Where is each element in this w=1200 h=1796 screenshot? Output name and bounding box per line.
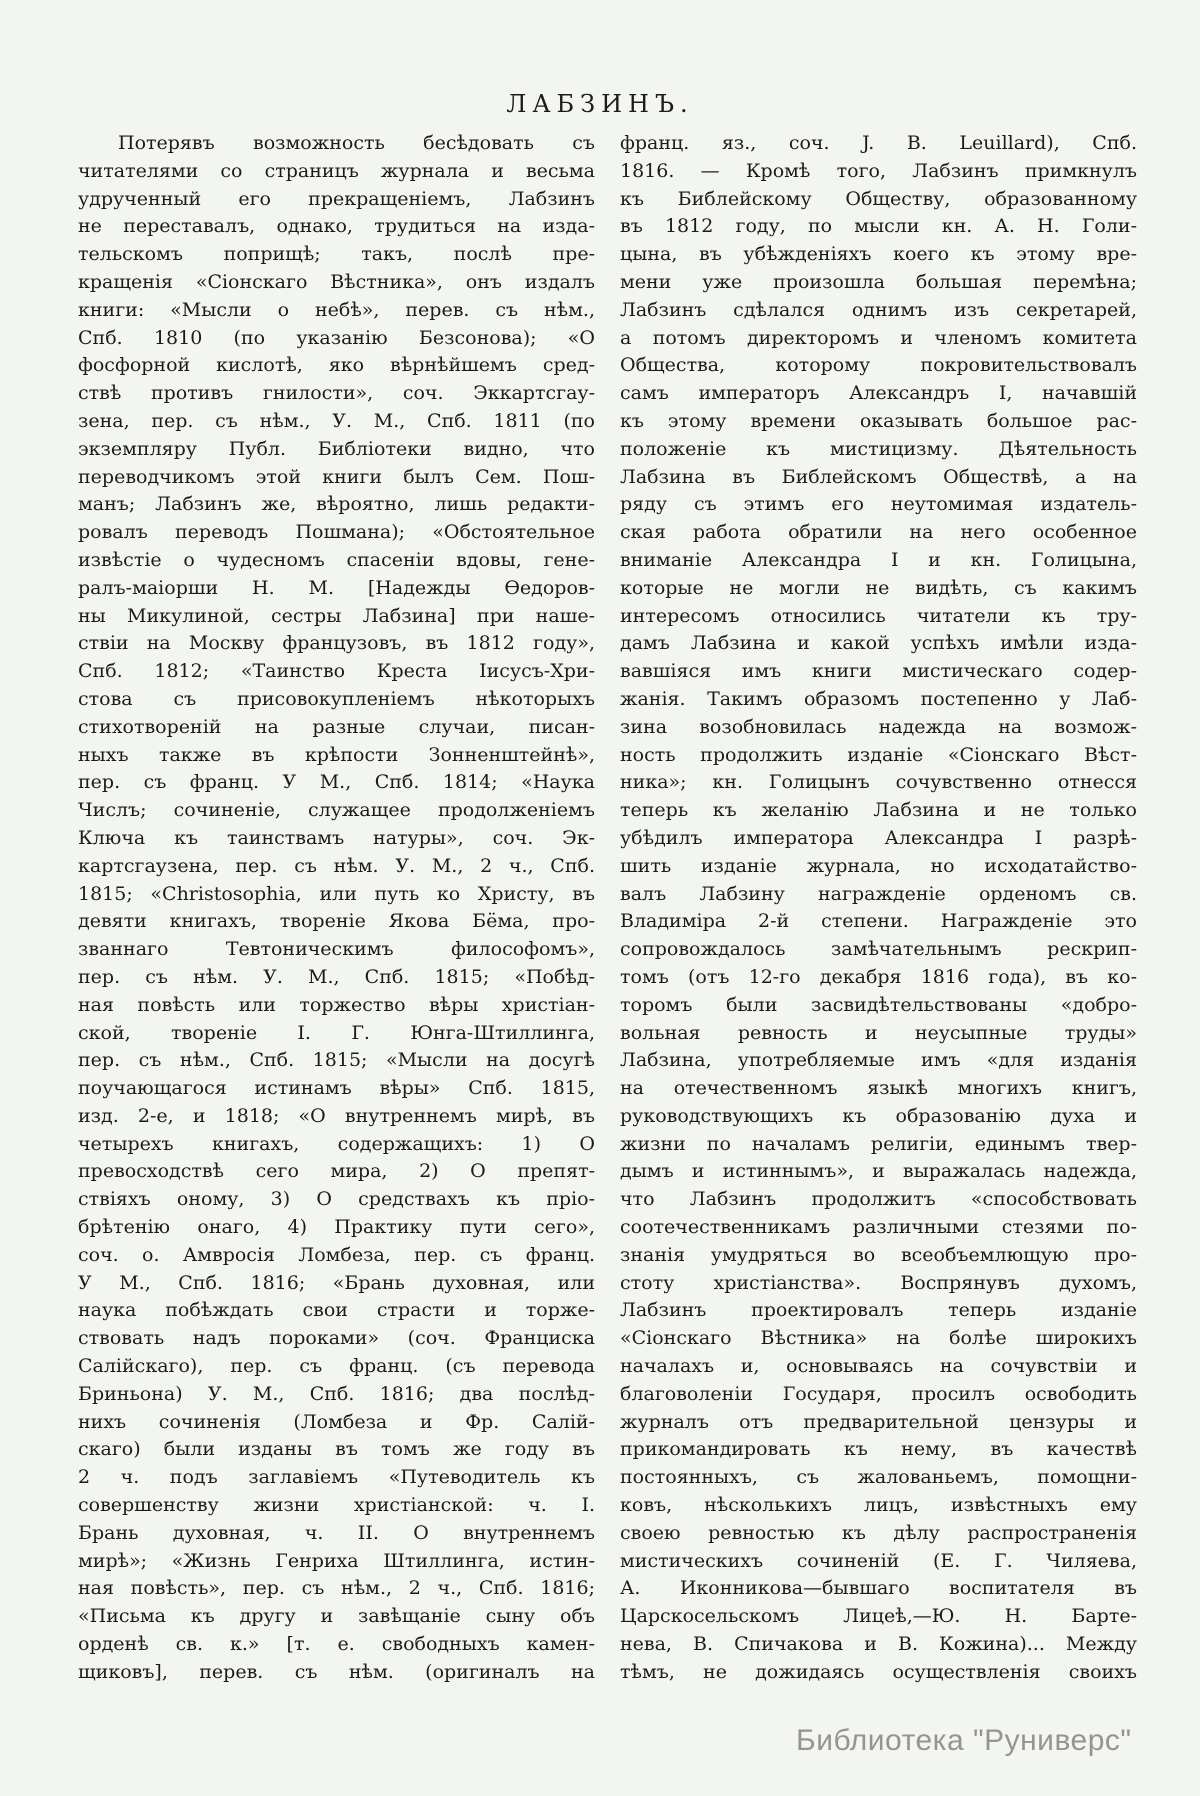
text-line: Царскосельскомъ Лицеѣ,—Ю. Н. Барте- — [620, 1605, 1137, 1628]
text-line: Владиміра 2-й степени. Награжденіе это — [620, 910, 1137, 933]
text-line: 2 ч. подъ заглавіемъ «Путеводитель къ — [78, 1466, 595, 1489]
text-line: Общества, которому покровительствовалъ — [620, 354, 1137, 377]
text-line: кращенія «Сіонскаго Вѣстника», онъ издалъ — [78, 270, 595, 293]
text-line: тельскомъ поприщѣ; такъ, послѣ пре- — [78, 243, 595, 266]
text-line: стихотвореній на разные случаи, писан- — [78, 715, 595, 738]
text-line: положеніе къ мистицизму. Дѣятельность — [620, 437, 1137, 460]
text-line: началахъ и, основываясь на сочувствіи и — [620, 1355, 1137, 1378]
text-line: переводчикомъ этой книги былъ Сем. Пош- — [78, 465, 595, 488]
text-line: не переставалъ, однако, трудиться на изда- — [78, 215, 595, 238]
text-line: совершенству жизни христіанской: ч. І. — [78, 1494, 595, 1517]
text-line: Спб. 1810 (по указанію Безсонова); «О — [78, 326, 595, 349]
text-line: знанія умудряться во всеобъемлющую про- — [620, 1243, 1137, 1266]
text-line: жанія. Такимъ образомъ постепенно у Лаб- — [620, 687, 1137, 710]
text-line: «Сіонскаго Вѣстника» на болѣе широкихъ — [620, 1327, 1137, 1350]
text-line: У М., Спб. 1816; «Брань духовная, или — [78, 1271, 595, 1294]
text-line: ника»; кн. Голицынъ сочувственно отнесся — [620, 771, 1137, 794]
text-line: пер. съ нѣм., Спб. 1815; «Мысли на досугѣ — [78, 1049, 595, 1072]
text-line: «Письма къ другу и завѣщаніе сыну объ — [78, 1605, 595, 1628]
text-line: прикомандировать къ нему, въ качествѣ — [620, 1438, 1137, 1461]
text-line: Бриньона) У. М., Спб. 1816; два послѣд- — [78, 1382, 595, 1405]
text-line: дымъ и истиннымъ», и выражалась надежда, — [620, 1160, 1137, 1183]
text-line: жизни по началамъ религіи, единымъ твер- — [620, 1132, 1137, 1155]
text-line: девяти книгахъ, твореніе Якова Бёма, про- — [78, 910, 595, 933]
text-line: стова съ присовокупленіемъ нѣкоторыхъ — [78, 687, 595, 710]
text-line: экземпляру Публ. Библіотеки видно, что — [78, 437, 595, 460]
text-line: ная повѣсть или торжество вѣры христіан- — [78, 993, 595, 1016]
text-line: щиковъ], перев. съ нѣм. (оригиналъ на — [78, 1660, 595, 1683]
text-column-left — [78, 130, 595, 1687]
text-line: ряду съ этимъ его неутомимая издатель- — [620, 493, 1137, 516]
text-line: франц. яз., соч. J. B. Leuillard), Спб. — [620, 132, 1137, 154]
text-line: Лабзинъ сдѣлался однимъ изъ секретарей, — [620, 298, 1137, 321]
text-line: ская работа обратили на него особенное — [620, 521, 1137, 544]
text-line: ровалъ переводъ Пошмана); «Обстоятельное — [78, 521, 595, 544]
text-line: своею ревностью къ дѣлу распространенія — [620, 1521, 1137, 1544]
text-line: вниманіе Александра I и кн. Голицына, — [620, 548, 1137, 571]
text-line: соотечественникамъ различными стезями по- — [620, 1216, 1137, 1239]
text-line: вольная ревность и неусыпные труды» — [620, 1021, 1137, 1044]
text-line: нихъ сочиненія (Ломбеза и Фр. Салій- — [78, 1410, 595, 1433]
text-line: манъ; Лабзинъ же, вѣроятно, лишь редакти- — [78, 493, 595, 516]
text-line: Лабзинъ проектировалъ теперь изданіе — [620, 1299, 1137, 1322]
text-line: Брань духовная, ч. II. О внутреннемъ — [78, 1521, 595, 1544]
text-line: брѣтенію онаго, 4) Практику пути сего», — [78, 1216, 595, 1239]
text-line: мистическихъ сочиненій (Е. Г. Чиляева, — [620, 1549, 1137, 1572]
text-line: валъ Лабзину награжденіе орденомъ св. — [620, 882, 1137, 905]
library-watermark: Библиотека "Руниверс" — [796, 1724, 1132, 1757]
text-line: журналъ отъ предварительной цензуры и — [620, 1410, 1137, 1433]
text-line: Салійскаго), пер. съ франц. (съ перевода — [78, 1355, 595, 1378]
text-column-right — [620, 130, 1137, 1687]
text-line: интересомъ относились читатели къ тру- — [620, 604, 1137, 627]
text-line: 1816. — Кромѣ того, Лабзинъ примкнулъ — [620, 159, 1137, 182]
text-line: званнаго Тевтоническимъ философомъ», — [78, 938, 595, 961]
text-line: Потерявъ возможность бесѣдовать съ — [118, 132, 595, 154]
text-line: Числъ; сочиненіе, служащее продолженіемъ — [78, 799, 595, 822]
text-line: орденѣ св. к.» [т. е. свободныхъ камен- — [78, 1633, 595, 1656]
text-line: ской, твореніе І. Г. Юнга-Штиллинга, — [78, 1021, 595, 1044]
text-line: къ Библейскому Обществу, образованному — [620, 187, 1137, 210]
text-line: на отечественномъ языкѣ многихъ книгъ, — [620, 1077, 1137, 1100]
text-line: фосфорной кислотѣ, яко вѣрнѣйшемъ сред- — [78, 354, 595, 377]
text-line: мени уже произошла большая перемѣна; — [620, 270, 1137, 293]
text-line: изд. 2-е, и 1818; «О внутреннемъ мирѣ, въ — [78, 1104, 595, 1127]
text-line: ковъ, нѣсколькихъ лицъ, извѣстныхъ ему — [620, 1494, 1137, 1517]
text-line: ствѣ противъ гнилости», соч. Эккартсгау- — [78, 382, 595, 405]
text-line: ствіи на Москву французовъ, въ 1812 году», — [78, 632, 595, 655]
text-line: 1815; «Christosophia, или путь ко Христу, въ — [78, 882, 595, 905]
text-line: руководствующихъ къ образованію духа и — [620, 1104, 1137, 1127]
text-line: Лабзина, употребляемые имъ «для изданія — [620, 1049, 1137, 1072]
text-line: А. Иконникова—бывшаго воспитателя въ — [620, 1577, 1137, 1600]
text-line: тѣмъ, не дожидаясь осуществленія своихъ — [620, 1660, 1137, 1683]
text-line: убѣдилъ императора Александра I разрѣ- — [620, 826, 1137, 849]
text-line: пер. съ франц. У М., Спб. 1814; «Наука — [78, 771, 595, 794]
text-line: Ключа къ таинствамъ натуры», соч. Эк- — [78, 826, 595, 849]
text-line: скаго) были изданы въ томъ же году въ — [78, 1438, 595, 1461]
text-line: зена, пер. съ нѣм., У. М., Спб. 1811 (по — [78, 409, 595, 432]
text-line: благоволеніи Государя, просилъ освободить — [620, 1382, 1137, 1405]
text-line: книги: «Мысли о небѣ», перев. съ нѣм., — [78, 298, 595, 321]
text-line: ствовать надъ пороками» (соч. Франциска — [78, 1327, 595, 1350]
text-line: четырехъ книгахъ, содержащихъ: 1) О — [78, 1132, 595, 1155]
text-line: превосходствѣ сего мира, 2) О препят- — [78, 1160, 595, 1183]
text-line: самъ императоръ Александръ I, начавшій — [620, 382, 1137, 405]
text-line: зина возобновилась надежда на возмож- — [620, 715, 1137, 738]
text-line: къ этому времени оказывать большое рас- — [620, 409, 1137, 432]
text-line: картсгаузена, пер. съ нѣм. У. М., 2 ч., Спб. — [78, 854, 595, 877]
text-line: постоянныхъ, съ жалованьемъ, помощни- — [620, 1466, 1137, 1489]
text-line: торомъ были засвидѣтельствованы «добро- — [620, 993, 1137, 1016]
text-line: ствіяхъ оному, 3) О средствахъ къ пріо- — [78, 1188, 595, 1211]
text-line: ныхъ также въ крѣпости Зонненштейнѣ», — [78, 743, 595, 766]
text-line: вавшіяся имъ книги мистическаго содер- — [620, 660, 1137, 683]
text-line: а потомъ директоромъ и членомъ комитета — [620, 326, 1137, 349]
text-line: теперь къ желанію Лабзина и не только — [620, 799, 1137, 822]
text-line: ная повѣсть», пер. съ нѣм., 2 ч., Спб. 1816; — [78, 1577, 595, 1600]
text-line: наука побѣждать свои страсти и торже- — [78, 1299, 595, 1322]
text-line: сопровождалось замѣчательнымъ рескрип- — [620, 938, 1137, 961]
text-line: извѣстіе о чудесномъ спасеніи вдовы, гене- — [78, 548, 595, 571]
text-line: ны Микулиной, сестры Лабзина] при наше- — [78, 604, 595, 627]
text-line: нева, В. Спичакова и В. Кожина)... Между — [620, 1633, 1137, 1656]
page-title: ЛАБЗИНЪ. — [506, 90, 694, 118]
text-line: шить изданіе журнала, но исходатайство- — [620, 854, 1137, 877]
text-line: Спб. 1812; «Таинство Креста Іисусъ-Хри- — [78, 660, 595, 683]
text-line: поучающагося истинамъ вѣры» Спб. 1815, — [78, 1077, 595, 1100]
text-line: мирѣ»; «Жизнь Генриха Штиллинга, истин- — [78, 1549, 595, 1572]
text-line: ралъ-маіорши Н. М. [Надежды Ѳедоров- — [78, 576, 595, 599]
text-line: соч. о. Амвросія Ломбеза, пер. съ франц. — [78, 1243, 595, 1266]
text-line: удрученный его прекращеніемъ, Лабзинъ — [78, 187, 595, 210]
text-line: пер. съ нѣм. У. М., Спб. 1815; «Побѣд- — [78, 965, 595, 988]
text-line: ность продолжить изданіе «Сіонскаго Вѣст- — [620, 743, 1137, 766]
text-line: которые не могли не видѣть, съ какимъ — [620, 576, 1137, 599]
text-line: стоту христіанства». Воспрянувъ духомъ, — [620, 1271, 1137, 1294]
text-line: читателями со страницъ журнала и весьма — [78, 159, 595, 182]
text-line: въ 1812 году, по мысли кн. А. Н. Голи- — [620, 215, 1137, 238]
text-line: Лабзина въ Библейскомъ Обществѣ, а на — [620, 465, 1137, 488]
text-line: цына, въ убѣжденіяхъ коего къ этому вре- — [620, 243, 1137, 266]
text-line: томъ (отъ 12-го декабря 1816 года), въ ко- — [620, 965, 1137, 988]
text-line: дамъ Лабзина и какой успѣхъ имѣли изда- — [620, 632, 1137, 655]
text-line: что Лабзинъ продолжитъ «способствовать — [620, 1188, 1137, 1211]
